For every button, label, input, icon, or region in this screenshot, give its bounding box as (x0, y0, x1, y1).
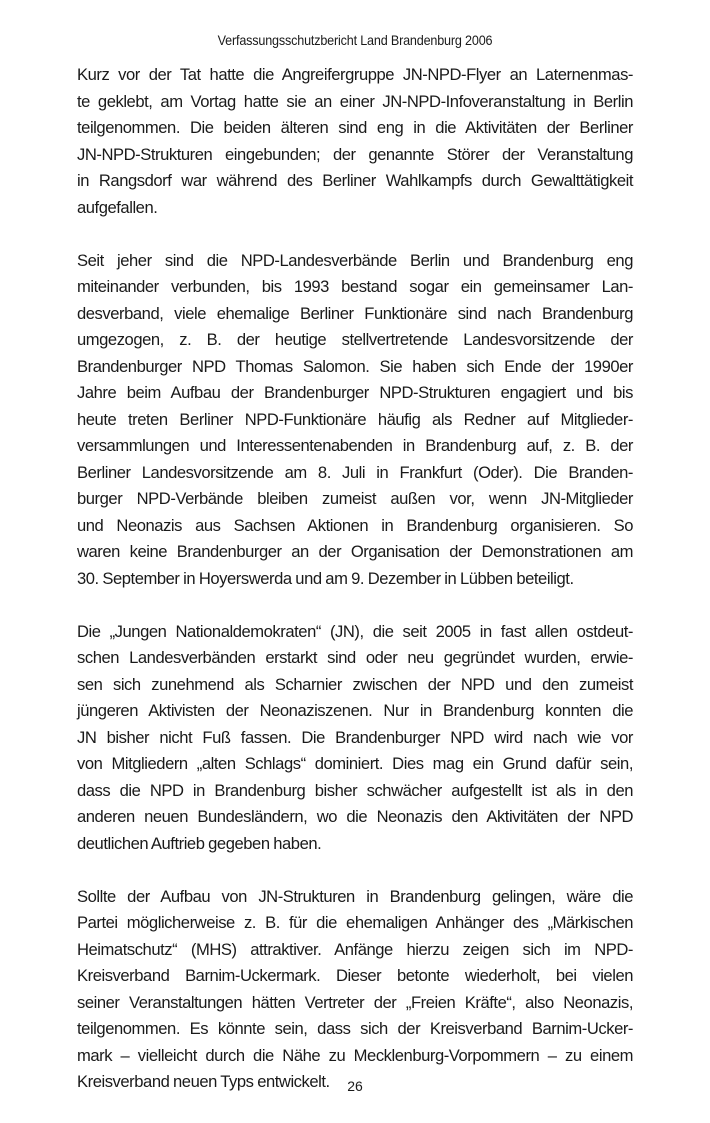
text-line: Kurz vor der Tat hatte die Angreifergruppe JN-NPD-Flyer an Laternenmas- (77, 65, 633, 84)
paragraph-3 (77, 619, 633, 858)
text-line: burger NPD-Verbände bleiben zumeist außen vor, wenn JN-Mitglieder (77, 489, 633, 508)
text-line: Jahre beim Aufbau der Brandenburger NPD-Strukturen engagiert und bis (77, 383, 633, 402)
text-line: sen sich zunehmend als Scharnier zwischen der NPD und den zumeist (77, 674, 633, 694)
paragraph-1 (77, 62, 633, 221)
text-line: Kreisverband Barnim-Uckermark. Dieser betonte wiederholt, bei vielen (77, 966, 633, 985)
text-line: aufgefallen. (77, 197, 158, 217)
paragraph-2 (77, 248, 633, 593)
text-line: teilgenommen. Es könnte sein, dass sich der Kreisverband Barnim-Ucker- (77, 1019, 633, 1038)
text-line: Die „Jungen Nationaldemokraten“ (JN), die seit 2005 in fast allen ostdeut- (77, 621, 633, 641)
text-line: JN-NPD-Strukturen eingebunden; der genannte Störer der Veranstaltung (77, 144, 633, 164)
text-line: Sollte der Aufbau von JN-Strukturen in Brandenburg gelingen, wäre die (77, 886, 633, 906)
text-line: Berliner Landesvorsitzende am 8. Juli in Frankfurt (Oder). Die Branden- (77, 462, 633, 482)
text-line: dass die NPD in Brandenburg bisher schwächer aufgestellt ist als in den (77, 780, 633, 800)
text-line: Heimatschutz“ (MHS) attraktiver. Anfänge hierzu zeigen sich im NPD- (77, 939, 633, 959)
text-line: jüngeren Aktivisten der Neonaziszenen. Nur in Brandenburg konnten die (77, 701, 633, 720)
text-line: desverband, viele ehemalige Berliner Funktionäre sind nach Brandenburg (77, 303, 633, 323)
text-line: und Neonazis aus Sachsen Aktionen in Brandenburg organisieren. So (77, 515, 633, 535)
text-line: Brandenburger NPD Thomas Salomon. Sie haben sich Ende der 1990er (77, 356, 633, 376)
text-line: heute treten Berliner NPD-Funktionäre häufig als Redner auf Mitglieder- (77, 409, 633, 429)
text-line: 30. September in Hoyerswerda und am 9. Dezember in Lübben beteiligt. (77, 568, 574, 588)
text-line: schen Landesverbänden erstarkt sind oder neu gegründet wurden, erwie- (77, 648, 633, 667)
body-text (77, 62, 633, 1122)
text-line: JN bisher nicht Fuß fassen. Die Brandenburger NPD wird nach wie vor (77, 727, 633, 747)
paragraph-4 (77, 884, 633, 1096)
text-line: versammlungen und Interessentenabenden in Brandenburg auf, z. B. der (77, 436, 633, 455)
text-line: miteinander verbunden, bis 1993 bestand sogar ein gemeinsamer Lan- (77, 277, 633, 296)
text-line: anderen neuen Bundesländern, wo die Neonazis den Aktivitäten der NPD (77, 807, 633, 826)
text-line: seiner Veranstaltungen hätten Vertreter der „Freien Kräfte“, also Neonazis, (77, 992, 633, 1012)
text-line: in Rangsdorf war während des Berliner Wahlkampfs durch Gewalttätigkeit (77, 171, 633, 190)
running-header: Verfassungsschutzbericht Land Brandenburg 2006 (217, 32, 493, 48)
text-line: te geklebt, am Vortag hatte sie an einer JN-NPD-Infoveranstaltung in Berlin (77, 91, 633, 111)
text-line: von Mitgliedern „alten Schlags“ dominiert. Dies mag ein Grund dafür sein, (77, 754, 633, 773)
text-line: Kreisverband neuen Typs entwickelt. (77, 1072, 330, 1091)
text-line: mark – vielleicht durch die Nähe zu Mecklenburg-Vorpommern – zu einem (77, 1045, 633, 1065)
text-line: teilgenommen. Die beiden älteren sind eng in die Aktivitäten der Berliner (77, 118, 633, 137)
text-line: deutlichen Auftrieb gegeben haben. (77, 833, 322, 853)
text-line: umgezogen, z. B. der heutige stellvertretende Landesvorsitzende der (77, 330, 633, 349)
text-line: waren keine Brandenburger an der Organisation der Demonstrationen am (77, 542, 633, 561)
page-number: 26 (347, 1078, 363, 1094)
text-line: Seit jeher sind die NPD-Landesverbände Berlin und Brandenburg eng (77, 250, 633, 270)
text-line: Partei möglicherweise z. B. für die ehemaligen Anhänger des „Märkischen (77, 913, 633, 932)
